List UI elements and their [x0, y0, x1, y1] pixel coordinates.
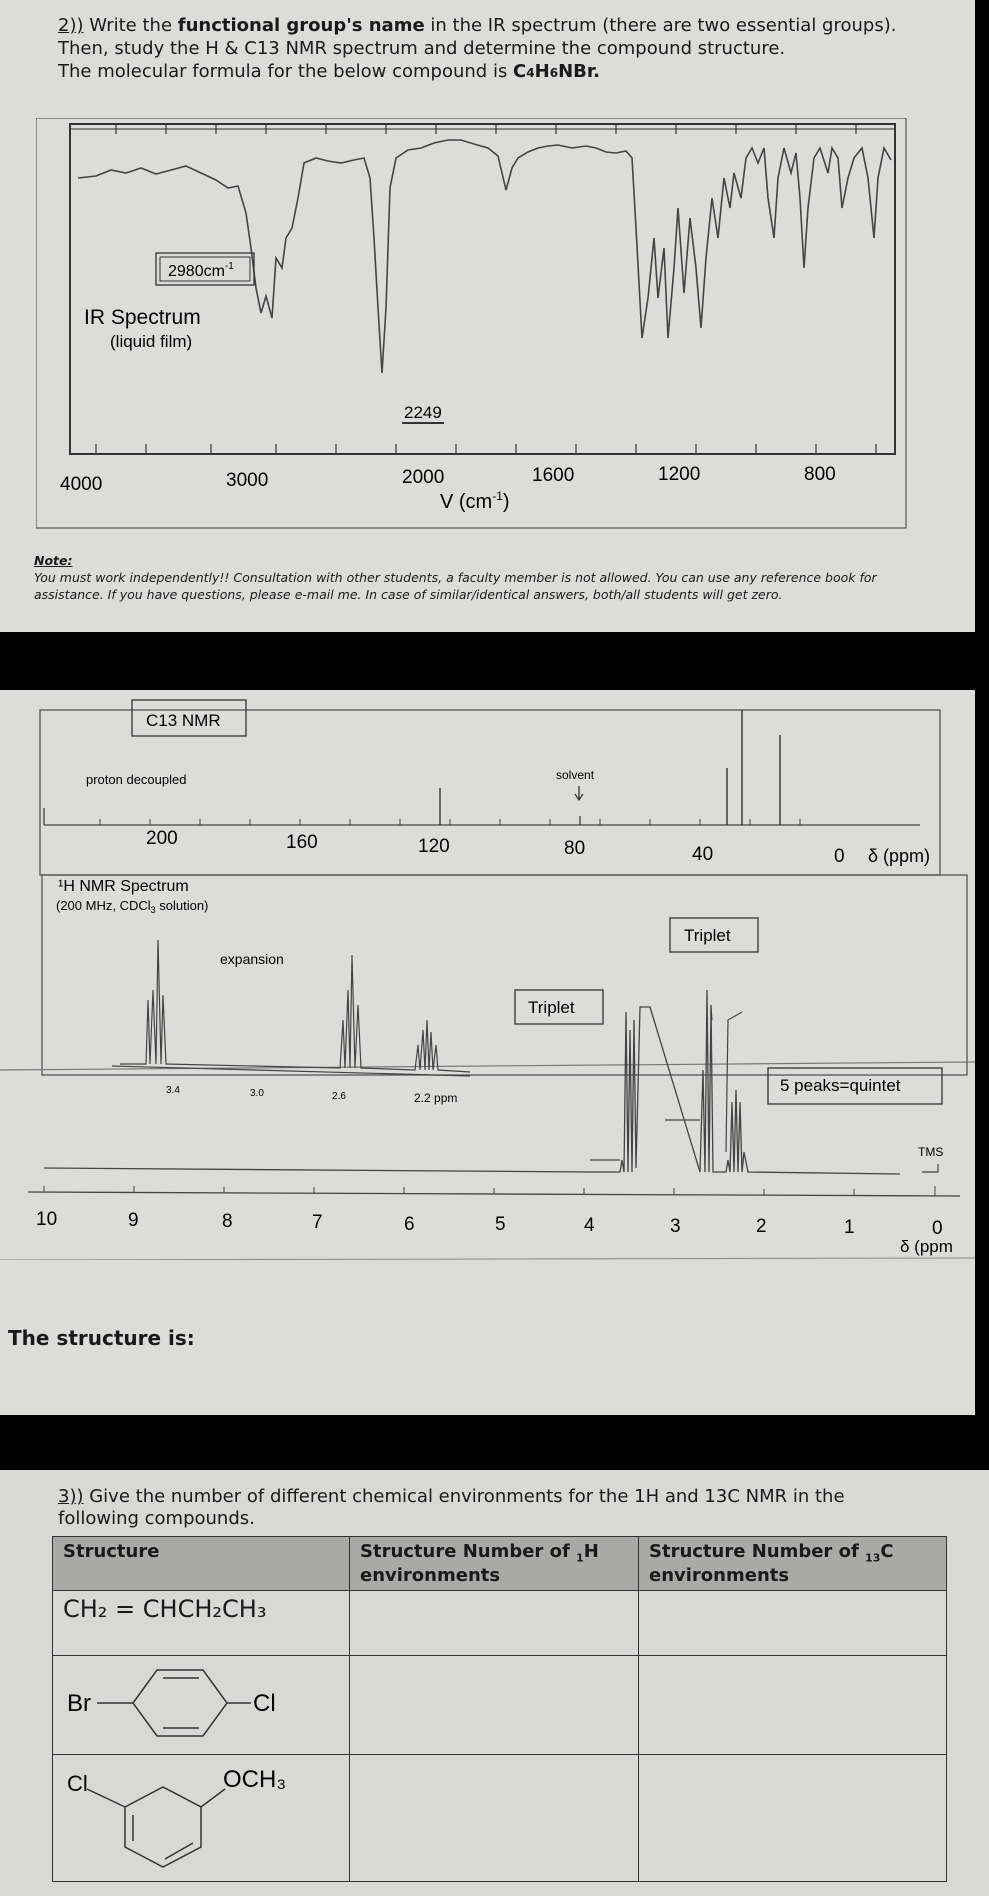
structure-answer-label: The structure is:	[8, 1326, 195, 1350]
svg-text:Cl: Cl	[67, 1770, 88, 1796]
h1-tick-0: 0	[932, 1218, 943, 1239]
ir-x-axis-label: V $(cm^{-1})$	[440, 489, 510, 513]
c13-unit: δ (ppm)	[868, 846, 931, 866]
h1-exp-tick-2.2: 2.2 ppm	[414, 1091, 458, 1105]
benzene-ring-meta	[53, 1755, 323, 1873]
header-structure: Structure	[53, 1537, 350, 1591]
h1-tms-label: TMS	[918, 1145, 944, 1159]
benzene-ring-para	[53, 1656, 323, 1746]
answer-cell-1h-row3[interactable]	[350, 1754, 639, 1881]
note-text: Note: You must work independently!! Consultation with other students, a faculty member is not allowed. You can use any reference book for assistance. If you have questions, please e-mail me. In case of similar/identical answers, both/all students will get zero.	[34, 553, 877, 602]
ir-spectrum-chart	[36, 118, 911, 530]
molecular-formula: C4H6NBr.	[513, 61, 600, 82]
answer-cell-1h-row2[interactable]	[350, 1655, 639, 1754]
h1-spectrum-trace	[44, 990, 900, 1174]
c13-tick-0: 0	[834, 846, 845, 867]
h1-tick-9: 9	[128, 1210, 139, 1231]
question-3-text: 3)) Give the number of different chemical environments for the 1H and 13C NMR in the following compounds.	[58, 1486, 845, 1529]
c13-subtitle: proton decoupled	[86, 772, 187, 787]
c13-tick-200: 200	[146, 828, 178, 849]
c13-title: C13 NMR	[146, 711, 221, 730]
h1-expansion-label: expansion	[220, 951, 284, 967]
h1-tick-3: 3	[670, 1216, 681, 1237]
svg-text:Br: Br	[67, 1689, 91, 1717]
c13-and-h1-nmr-charts	[0, 690, 975, 1260]
svg-text:OCH₃: OCH₃	[223, 1765, 287, 1793]
ir-tick-3000: 3000	[226, 470, 269, 491]
h1-tick-10: 10	[36, 1209, 58, 1230]
h1-title: ¹H NMR Spectrum	[58, 878, 189, 895]
table-row	[53, 1590, 947, 1655]
h1-tick-4: 4	[584, 1215, 595, 1236]
question-2-text: 2)) Write the functional group's name in the IR spectrum (there are two essential groups). Then, study the H & C13 NMR spectrum and determine the compound structure. The molecular formula for the below compound is C4H6NBr.	[58, 15, 897, 82]
answer-cell-1h-row1[interactable]	[350, 1590, 639, 1655]
ir-tick-1600: 1600	[532, 465, 575, 486]
h1-exp-tick-2.6: 2.6	[332, 1091, 346, 1102]
structure-butene: CH₂ = CHCH₂CH₃	[53, 1590, 350, 1655]
h1-unit: δ (ppm	[900, 1237, 953, 1256]
table-row	[53, 1655, 947, 1754]
h1-tick-8: 8	[222, 1211, 233, 1232]
h1-tick-5: 5	[495, 1214, 506, 1235]
h1-expansion-trace	[120, 940, 470, 1072]
h1-tick-1: 1	[844, 1217, 855, 1238]
answer-cell-13c-row2[interactable]	[639, 1655, 947, 1754]
ir-tick-1200: 1200	[658, 464, 701, 485]
ir-tick-2000: 2000	[402, 467, 445, 488]
structure-dihalobenzene	[53, 1655, 350, 1754]
answer-cell-13c-row1[interactable]	[639, 1590, 947, 1655]
h1-exp-tick-3.4: 3.4	[166, 1085, 180, 1096]
h1-quintet-label: 5 peaks=quintet	[780, 1076, 901, 1095]
question-2-page	[0, 0, 975, 632]
h1-tick-7: 7	[312, 1212, 323, 1233]
structure-chloroanisole	[53, 1754, 350, 1881]
ir-title: IR Spectrum	[84, 306, 201, 329]
h1-tick-2: 2	[756, 1216, 767, 1237]
h1-subtitle: (200 MHz, CDCl$_3$ solution)	[56, 898, 209, 915]
h1-triplet-label-1: Triplet	[528, 998, 575, 1017]
ir-subtitle: (liquid film)	[110, 332, 193, 351]
answer-cell-13c-row3[interactable]	[639, 1754, 947, 1881]
chemical-environments-table	[52, 1536, 947, 1882]
ir-peak-2249-label: 2249	[404, 403, 442, 422]
ir-peak-2980-label: $2980cm^{-1}$	[168, 261, 234, 280]
c13-tick-40: 40	[692, 844, 714, 865]
c13-solvent-label: solvent	[556, 768, 595, 782]
h1-triplet-label-2: Triplet	[684, 926, 731, 945]
c13-tick-80: 80	[564, 838, 586, 859]
nmr-spectra-page	[0, 690, 975, 1415]
header-1h-environments: Structure Number of $_1$H environments	[350, 1537, 639, 1591]
ir-tick-4000: 4000	[60, 474, 103, 495]
c13-tick-160: 160	[286, 832, 318, 853]
h1-exp-tick-3.0: 3.0	[250, 1088, 264, 1099]
h1-tick-6: 6	[404, 1214, 415, 1235]
table-header-row	[53, 1537, 947, 1591]
table-row	[53, 1754, 947, 1881]
ir-tick-800: 800	[804, 464, 836, 485]
c13-tick-120: 120	[418, 836, 450, 857]
header-13c-environments: Structure Number of $_{13}$C environments	[639, 1537, 947, 1591]
svg-text:Cl: Cl	[253, 1689, 276, 1717]
